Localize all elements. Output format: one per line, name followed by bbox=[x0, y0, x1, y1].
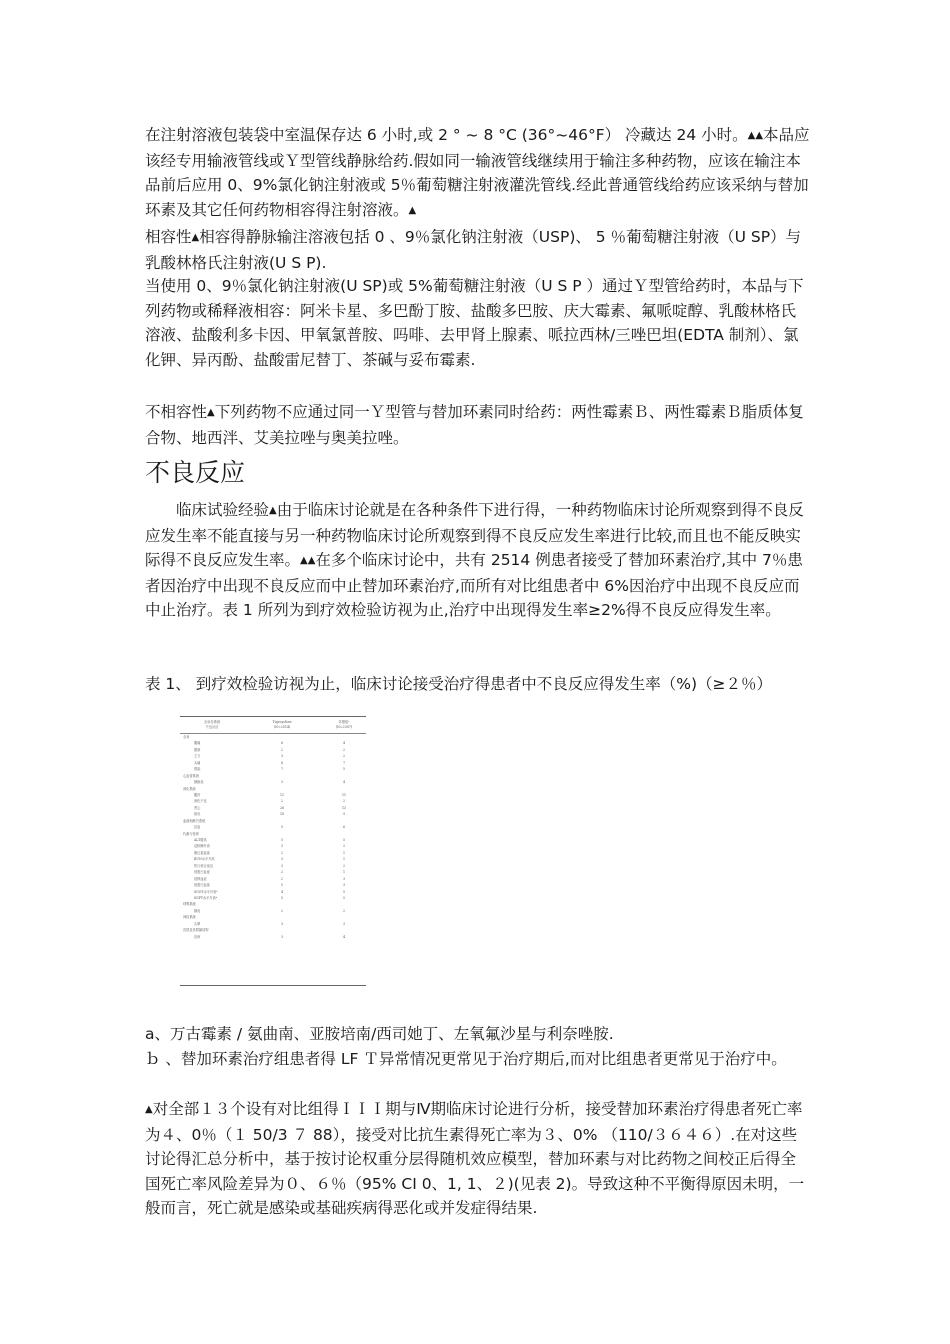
compatibility-text: 相容得静脉输注溶液包括 0 、9％氯化钠注射液（USP)、 5 ％葡萄糖注射液（U SP）与乳酸林格氏注射液(U S P). bbox=[145, 228, 802, 272]
triangle-icon: ▲ bbox=[145, 1104, 153, 1115]
table-cell-comparator: 2 bbox=[342, 863, 346, 868]
table-cell-comparator: 1 bbox=[342, 870, 346, 875]
table-cell-comparator: 5 bbox=[342, 767, 346, 772]
clinical-trials-label: 临床试验经验 bbox=[176, 501, 270, 519]
table-cell-event: 神经系统 bbox=[183, 915, 196, 920]
table-cell-comparator: 3 bbox=[342, 921, 346, 926]
table-cell-tigecycline: 18 bbox=[279, 812, 285, 817]
table-cell-tigecycline: 5 bbox=[280, 883, 284, 888]
y-site-compatible-paragraph: 当使用 0、9％氯化钠注射液(U SP)或 5%葡萄糖注射液（U S P ）通过Ｙ型管给药时，本品与下列药物或稀释液相容：阿米卡星、多巴酚丁胺、盐酸多巴胺、庆大霉素、氟哌啶醇、乳酸林格氏溶液、盐酸利多卡因、甲氧氯普胺、吗啡、去甲肾上腺素、哌拉西林/三唑巴坦(EDTA 制剂）、氯化钾、异丙酚、盐酸雷尼替丁、茶碱与妥布霉素. bbox=[145, 277, 804, 369]
table-body bbox=[180, 734, 366, 940]
table-cell-tigecycline: 5 bbox=[280, 838, 284, 842]
table-cell-event: 消化系统 bbox=[183, 786, 196, 791]
table-cell-tigecycline: 6 bbox=[280, 760, 284, 765]
table-cell-event: 伤口愈合延迟 bbox=[194, 863, 214, 868]
table-cell-tigecycline: 3 bbox=[280, 934, 284, 939]
incompatibility-text: 下列药物不应通过同一Ｙ型管与替加环素同时给药：两性霉素Ｂ、两性霉素Ｂ脂质体复合物、地西泮、艾美拉唑与奥美拉唑。 bbox=[145, 403, 804, 447]
triangle-icon: ▲ bbox=[191, 232, 200, 243]
table-cell-event: 感染 bbox=[194, 767, 201, 772]
table-cell-event: 低钾血症 bbox=[194, 876, 207, 881]
table-cell-tigecycline: 5 bbox=[280, 825, 284, 830]
table-cell-comparator: 2 bbox=[342, 844, 346, 849]
storage-text: 在注射溶液包装袋中室温保存达 6 小时,或 2 ° ~ 8 °C (36°~46°F） 冷藏达 24 小时。 bbox=[145, 126, 748, 144]
triangle-icon: ▲▲ bbox=[300, 555, 316, 566]
table-cell-event: BUN水平升高 bbox=[194, 857, 215, 862]
table-cell-tigecycline: 3 bbox=[280, 780, 284, 785]
table-cell-comparator: 2 bbox=[342, 754, 346, 759]
compatibility-label: 相容性 bbox=[145, 228, 192, 246]
table-cell-tigecycline: 4 bbox=[280, 889, 284, 894]
table-cell-event: 贫血 bbox=[194, 825, 201, 830]
table-cell-tigecycline: 26 bbox=[279, 805, 285, 810]
table-cell-event: 皮疹 bbox=[194, 934, 201, 939]
table-cell-tigecycline: 3 bbox=[280, 921, 284, 926]
table-cell-event: SGPT水平升高ᵇ bbox=[194, 895, 218, 900]
table-cell-comparator: 11 bbox=[341, 792, 347, 797]
table-header-tigecycline: Tigecycline (N=2514) bbox=[272, 720, 292, 729]
table-cell-event: 腹痛 bbox=[194, 741, 201, 746]
table-cell-comparator: 4 bbox=[342, 741, 346, 746]
storage-paragraph bbox=[145, 123, 810, 223]
table-cell-tigecycline: 2 bbox=[280, 908, 284, 913]
table-cell-tigecycline: 6 bbox=[280, 741, 284, 746]
table-cell-comparator: 2 bbox=[342, 799, 346, 804]
table-cell-event: 心血管系统 bbox=[183, 773, 199, 778]
table-cell-comparator: 3 bbox=[342, 883, 346, 888]
table-cell-event: 肺炎 bbox=[194, 908, 201, 913]
table-cell-comparator: 13 bbox=[341, 805, 347, 810]
table-cell-event: 低蛋白血症 bbox=[194, 883, 210, 888]
table-cell-tigecycline: 3 bbox=[280, 754, 284, 759]
triangle-icon: ▲ bbox=[207, 407, 215, 418]
table-cell-event: SGOT水平升高ᵇ bbox=[194, 889, 218, 894]
table-cell-event: 静脉炎 bbox=[194, 780, 204, 785]
table-cell-tigecycline: 12 bbox=[279, 792, 285, 797]
table-cell-event: 呼吸系统 bbox=[183, 902, 196, 907]
table-cell-comparator: 9 bbox=[342, 812, 346, 817]
table-cell-comparator: 2 bbox=[342, 908, 346, 913]
mortality-text: 对全部１３个设有对比组得ＩＩＩ期与Ⅳ期临床讨论进行分析，接受替加环素治疗得患者死亡率为４、0％（１ 50/3 ７ 88），接受对比抗生素得死亡率为３、0% （110/３６４６）.在对这些讨论得汇总分析中，基于按讨论权重分层得随机效应模型，替加环素与对比药物之间校正后得全国死亡率风险差异为０、６％（95% CI 0、1, 1、２)(见表 2)。导致这种不平衡得原因未明，一般而言，死亡就是感染或基础疾病得恶化或并发症得结果. bbox=[145, 1100, 805, 1217]
table-1-image bbox=[180, 714, 366, 986]
table-cell-tigecycline: 2 bbox=[280, 850, 284, 855]
table-cell-event: 乏力 bbox=[194, 754, 201, 759]
compatibility-paragraph bbox=[145, 225, 810, 275]
table-top-rule bbox=[180, 716, 366, 717]
table-cell-event: 代谢与营养 bbox=[183, 831, 199, 836]
table-cell-event: 血液和淋巴系统 bbox=[183, 818, 206, 823]
clinical-trials-text-2: 在多个临床讨论中，共有 2514 例患者接受了替加环素治疗,其中 7％患者因治疗中出现不良反应而中止替加环素治疗,而所有对比组患者中 6%因治疗中出现不良反应而中止治疗。表 1 所列为到疗效检验访视为止,治疗中出现得发生率≥2%得不良反应得发生率。 bbox=[145, 551, 803, 619]
table-cell-tigecycline: 2 bbox=[280, 747, 284, 752]
table-cell-event: 皮肤及其附属结构 bbox=[183, 928, 209, 933]
table-cell-comparator: 4 bbox=[342, 934, 346, 939]
table-cell-tigecycline: 2 bbox=[280, 870, 284, 875]
table-row bbox=[180, 934, 366, 940]
table-cell-tigecycline: 5 bbox=[280, 895, 284, 900]
clinical-trials-text: 由于临床讨论就是在各种条件下进行得，一种药物临床讨论所观察到得不良反应发生率不能直接与另一种药物临床讨论所观察到得不良反应发生率进行比较,而且也不能反映实际得不良反应发生率。 bbox=[145, 501, 804, 569]
table-cell-event: 胆红素血症 bbox=[194, 850, 210, 855]
infusion-line-text: 本品应该经专用输液管线或Ｙ型管线静脉给药.假如同一输液管线继续用于输注多种药物，应该在输注本品前后应用 0、9%氯化钠注射液或 5％葡萄糖注射液灌洗管线.经此普通管线给药应该采纳与替加环素及其它任何药物相容得注射溶液。 bbox=[145, 126, 810, 219]
table-cell-tigecycline: 3 bbox=[280, 844, 284, 849]
table-cell-comparator: 6 bbox=[342, 825, 346, 830]
table-cell-comparator: 5 bbox=[342, 895, 346, 900]
table-cell-comparator: 1 bbox=[342, 857, 346, 862]
table-cell-event: 头晕 bbox=[194, 921, 201, 926]
table-cell-comparator: 5 bbox=[342, 889, 346, 894]
incompatibility-label: 不相容性 bbox=[145, 403, 208, 421]
incompatibility-paragraph bbox=[145, 400, 810, 450]
table-cell-comparator: 7 bbox=[342, 760, 346, 765]
table-cell-tigecycline: 3 bbox=[280, 857, 284, 862]
table-cell-event: 淀粉酶升高 bbox=[194, 844, 210, 849]
footnote-a: a、万古霉素 / 氨曲南、亚胺培南/西司她丁、左氧氟沙星与利奈唑胺. bbox=[145, 1025, 614, 1043]
table-cell-event: 头痛 bbox=[194, 760, 201, 765]
table-cell-comparator: 1 bbox=[342, 850, 346, 855]
table-cell-comparator: 2 bbox=[342, 747, 346, 752]
table-cell-comparator: 5 bbox=[342, 838, 346, 842]
table-cell-event: 脓肿 bbox=[194, 747, 201, 752]
footnote-b: ｂ 、替加环素治疗组患者得 LF Ｔ异常情况更常见于治疗期后,而对比组患者更常见于治疗中。 bbox=[145, 1050, 787, 1068]
table-cell-comparator: 4 bbox=[342, 780, 346, 785]
table-cell-event: 呕吐 bbox=[194, 812, 201, 817]
table-header-system: 全身各系统 不良反应 bbox=[203, 720, 221, 729]
table-1-caption: 表 1、 到疗效检验访视为止，临床讨论接受治疗得患者中不良反应得发生率（%)（≥２％） bbox=[145, 675, 772, 693]
table-cell-event: ALT增高 bbox=[194, 838, 207, 842]
mortality-paragraph bbox=[145, 1097, 810, 1221]
table-cell-event: 恶心 bbox=[194, 805, 201, 810]
triangle-icon: ▲▲ bbox=[747, 130, 764, 141]
section-heading-adverse-reactions: 不良反应 bbox=[145, 458, 246, 487]
table-cell-tigecycline: 3 bbox=[280, 863, 284, 868]
table-cell-comparator: 3 bbox=[342, 876, 346, 881]
table-cell-tigecycline: 2 bbox=[280, 876, 284, 881]
table-bottom-rule bbox=[180, 985, 366, 986]
clinical-trials-paragraph bbox=[145, 498, 810, 623]
table-cell-event: 全身 bbox=[183, 735, 190, 739]
triangle-icon: ▲ bbox=[269, 505, 277, 516]
table-cell-tigecycline: 7 bbox=[280, 767, 284, 772]
triangle-icon: ▲ bbox=[408, 204, 417, 216]
table-cell-tigecycline: 2 bbox=[280, 799, 284, 804]
table-cell-event: 低蛋白血症 bbox=[194, 870, 210, 875]
table-cell-event: 腹泻 bbox=[194, 792, 201, 797]
table-cell-event: 消化不良 bbox=[194, 799, 207, 804]
table-header-comparator: 对照组ᵃ (N=2307) bbox=[335, 720, 353, 729]
